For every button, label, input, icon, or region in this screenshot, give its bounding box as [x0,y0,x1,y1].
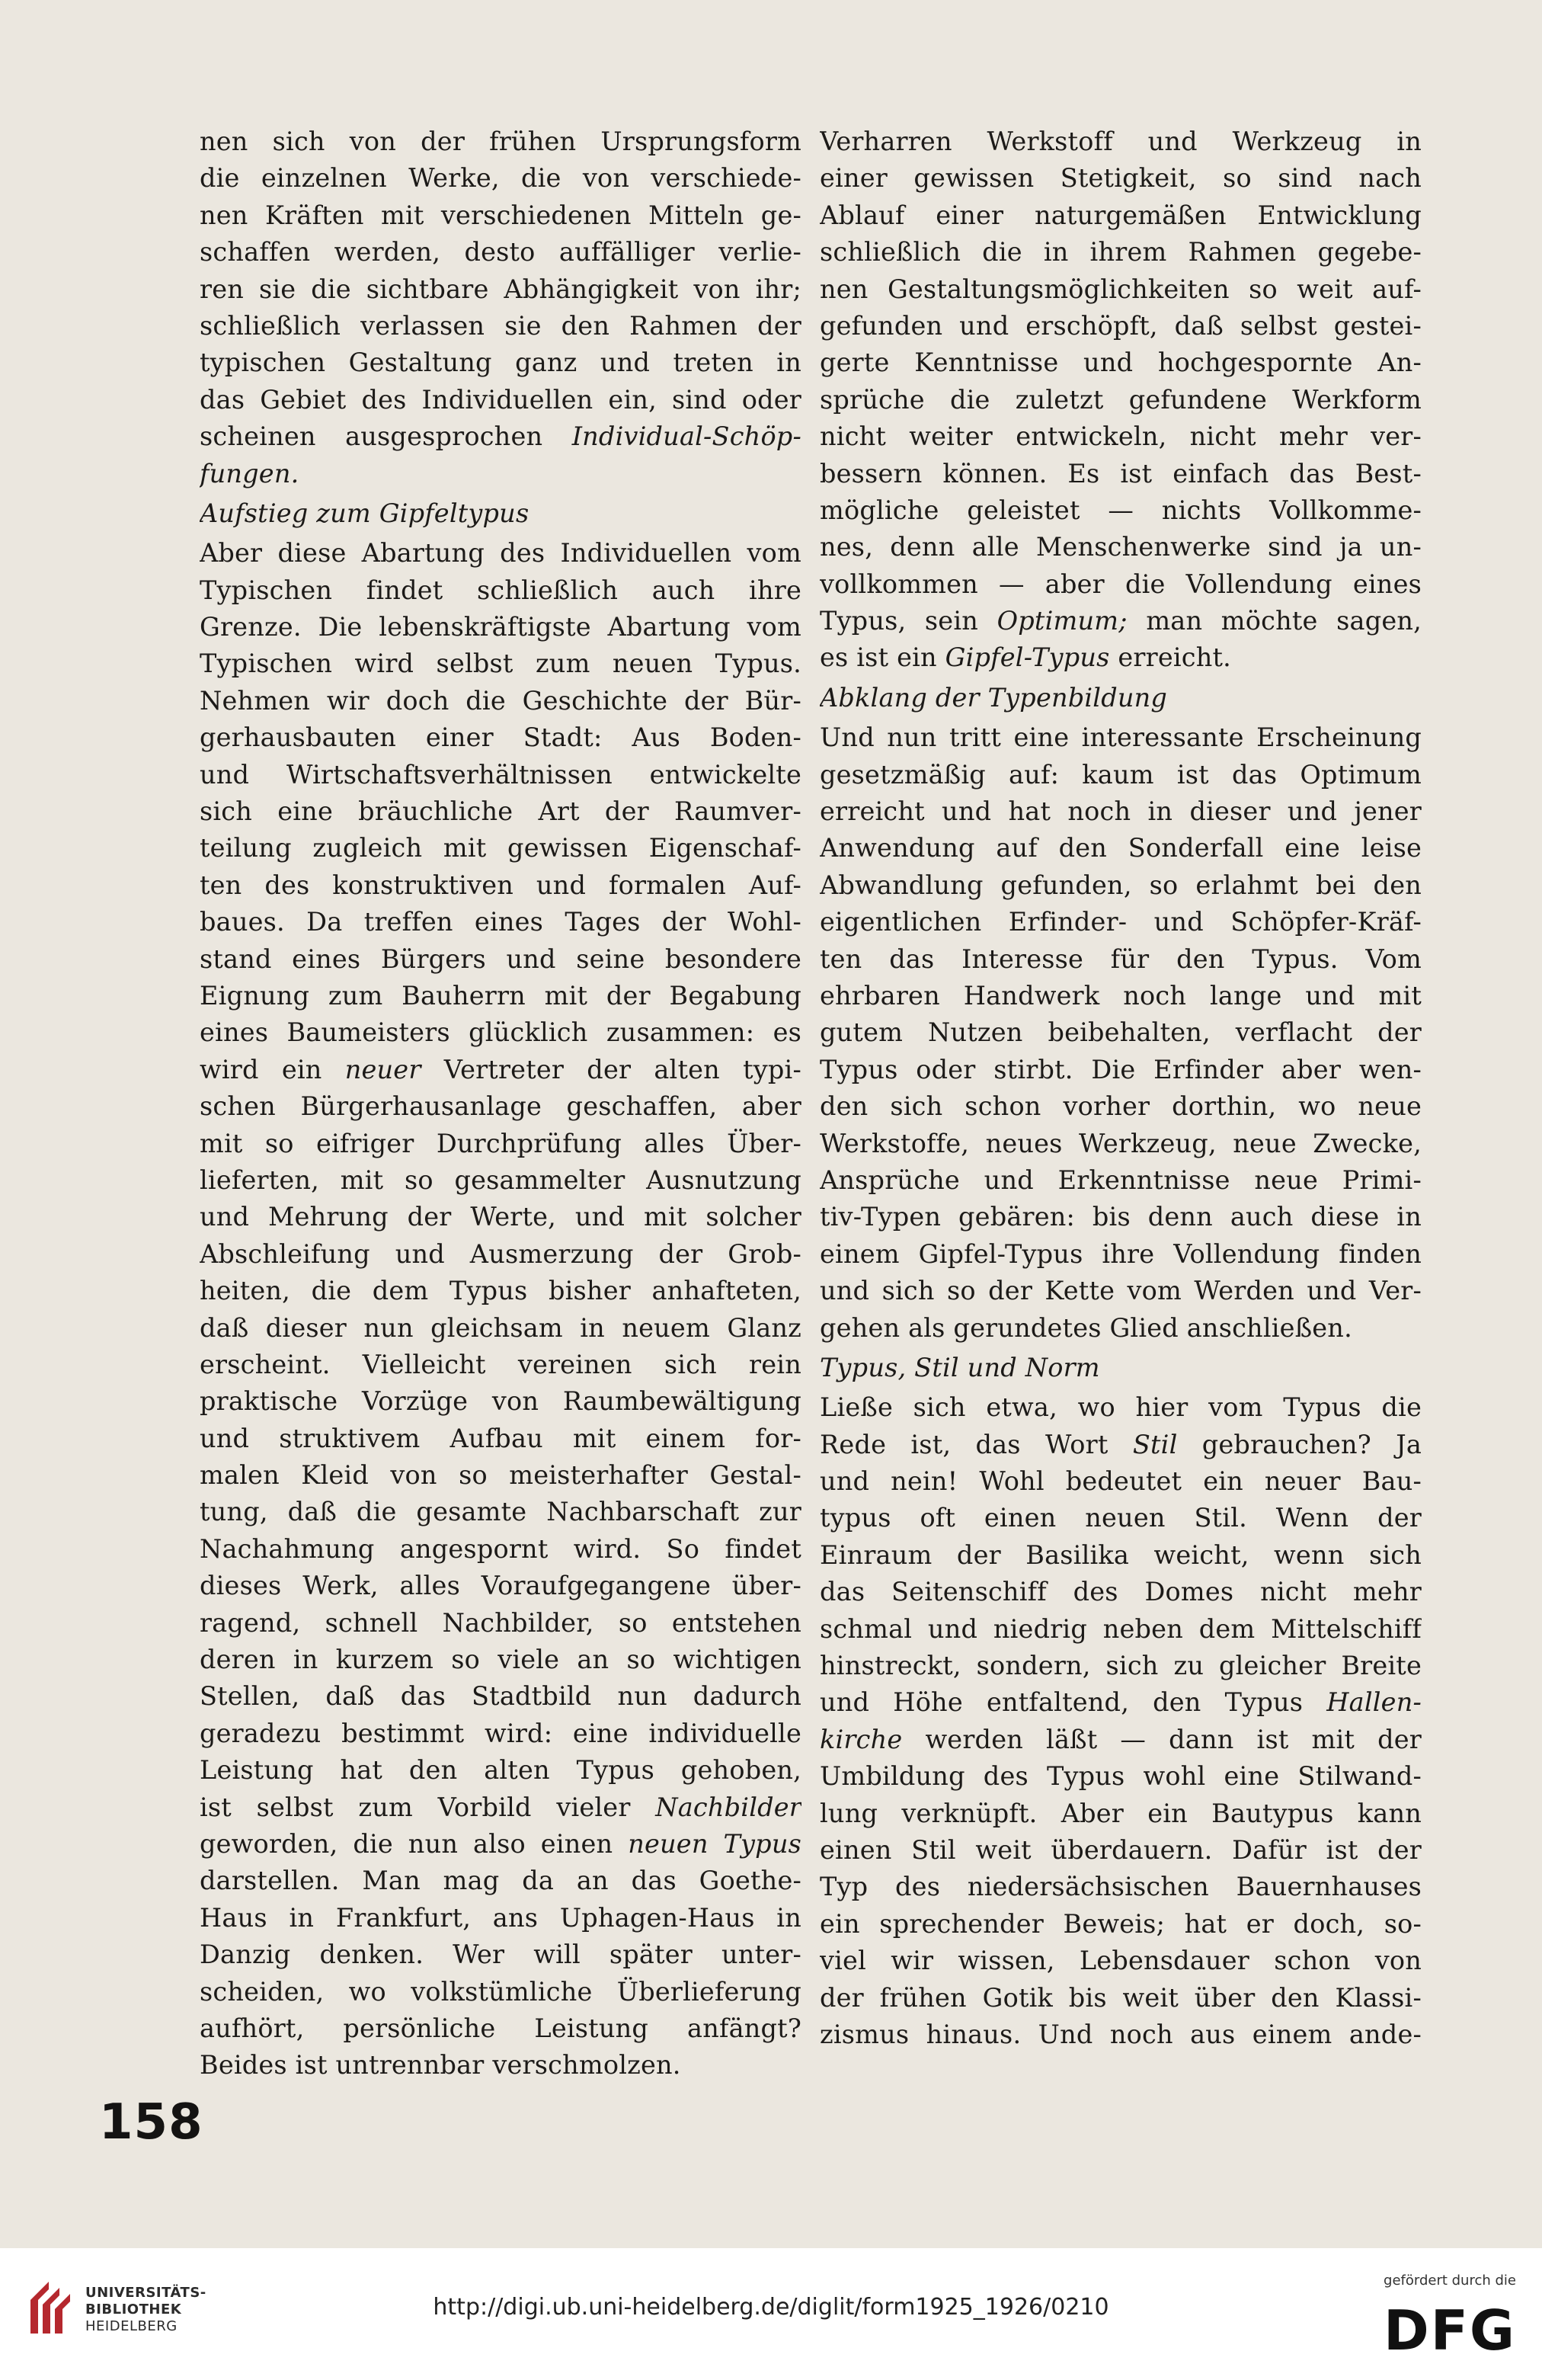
text-line: gefunden und erschöpft, daß selbst gestei- [820,310,1422,341]
text-line: typischen Gestaltung ganz und treten in [200,348,801,378]
text-line: Ablauf einer naturgemäßen Entwicklung [820,200,1422,230]
text-line: der frühen Gotik bis weit über den Klassi- [820,1982,1422,2013]
sponsor-note: gefördert durch die [1384,2273,1516,2289]
right-text-column [820,123,1422,2053]
text-line: Typ des niedersächsischen Bauernhauses [820,1872,1422,1902]
page-number: 158 [99,2094,203,2151]
text-line: tiv-Typen gebären: bis denn auch diese in [820,1202,1422,1232]
text-line: einem Gipfel-Typus ihre Vollendung finden [820,1238,1422,1269]
section-heading: Abklang der Typenbildung [820,682,1168,713]
text-line: schen Bürgerhausanlage geschaffen, aber [200,1091,801,1122]
text-line: lung verknüpft. Aber ein Bautypus kann [820,1798,1422,1828]
text-line: daß dieser nun gleichsam in neuem Glanz [200,1312,801,1343]
text-line: fungen. [200,458,299,488]
text-line: gutem Nutzen beibehalten, verflacht der [820,1017,1422,1048]
text-line: Eignung zum Bauherrn mit der Begabung [200,980,801,1011]
text-line: dieses Werk, alles Voraufgegangene über- [200,1571,801,1601]
text-line: scheinen ausgesprochen Individual-Schöp- [200,421,801,452]
text-line: gehen als gerundetes Glied anschließen. [820,1312,1352,1343]
text-line: einen Stil weit überdauern. Dafür ist der [820,1834,1422,1865]
text-line: Und nun tritt eine interessante Erscheinung [820,722,1422,753]
digitization-footer [0,2248,1542,2380]
text-line: das Seitenschiff des Domes nicht mehr [820,1577,1422,1607]
text-line: Werkstoffe, neues Werkzeug, neue Zwecke, [820,1128,1422,1158]
text-line: nen sich von der frühen Ursprungsform [200,127,801,156]
text-line: und struktivem Aufbau mit einem for- [200,1423,801,1453]
text-line: die einzelnen Werke, die von verschiede- [200,163,801,194]
text-line: ragend, schnell Nachbilder, so entstehen [200,1607,801,1638]
text-line: Nehmen wir doch die Geschichte der Bür- [200,685,801,716]
text-line: erscheint. Vielleicht vereinen sich rein [200,1349,801,1379]
text-line: schaffen werden, desto auffälliger verlie- [200,237,801,267]
text-line: Abwandlung gefunden, so erlahmt bei den [820,870,1422,900]
text-line: Danzig denken. Wer will später unter- [200,1940,801,1970]
text-line: lieferten, mit so gesammelter Ausnutzung [200,1164,801,1195]
text-line: baues. Da treffen eines Tages der Wohl- [200,907,801,937]
text-line: ten des konstruktiven und formalen Auf- [200,870,801,900]
text-line: Rede ist, das Wort Stil gebrauchen? Ja [820,1429,1422,1459]
text-line: Umbildung des Typus wohl eine Stilwand- [820,1761,1422,1792]
text-line: den sich schon vorher dorthin, wo neue [820,1091,1422,1122]
text-line: Nachahmung angespornt wird. So findet [200,1533,801,1564]
text-line: Typus oder stirbt. Die Erfinder aber wen- [820,1054,1422,1084]
text-line: geworden, die nun also einen neuen Typus [200,1828,801,1859]
text-line: deren in kurzem so viele an so wichtigen [200,1645,801,1675]
text-line: schließlich verlassen sie den Rahmen der [200,310,801,341]
text-line: nen Kräften mit verschiedenen Mitteln ge- [200,200,801,230]
section-heading: Typus, Stil und Norm [820,1352,1100,1382]
text-line: zismus hinaus. Und noch aus einem ande- [820,2019,1422,2049]
text-line: sich eine bräuchliche Art der Raumver- [200,796,801,827]
text-line: heiten, die dem Typus bisher anhafteten, [200,1276,801,1306]
text-line: erreicht und hat noch in dieser und jener [820,796,1422,827]
text-line: und nein! Wohl bedeutet ein neuer Bau- [820,1466,1422,1497]
text-line: ist selbst zum Vorbild vieler Nachbilder [200,1792,801,1822]
text-line: bessern können. Es ist einfach das Best- [820,458,1422,488]
text-line: kirche werden läßt — dann ist mit der [820,1724,1422,1754]
text-line: Einraum der Basilika weicht, wenn sich [820,1539,1422,1570]
text-line: Anwendung auf den Sonderfall eine leise [820,833,1422,863]
text-line: Grenze. Die lebenskräftigste Abartung vom [200,612,801,642]
permalink-url[interactable]: http://digi.ub.uni-heidelberg.de/diglit/form1925_1926/0210 [433,2294,1109,2321]
text-line: Haus in Frankfurt, ans Uphagen-Haus in [200,1902,801,1933]
text-line: Ließe sich etwa, wo hier vom Typus die [820,1392,1422,1423]
text-line: schmal und niedrig neben dem Mittelschiff [820,1613,1422,1644]
text-line: scheiden, wo volkstümliche Überlieferung [200,1976,801,2007]
text-line: darstellen. Man mag da an das Goethe- [200,1866,801,1896]
text-line: nen Gestaltungsmöglichkeiten so weit auf- [820,274,1422,304]
text-line: hinstreckt, sondern, sich zu gleicher Breite [820,1651,1422,1681]
text-line: nicht weiter entwickeln, nicht mehr ver- [820,421,1422,452]
text-line: tung, daß die gesamte Nachbarschaft zur [200,1497,801,1527]
text-line: Typischen findet schließlich auch ihre [200,575,801,605]
text-line: praktische Vorzüge von Raumbewältigung [200,1386,801,1417]
text-line: viel wir wissen, Lebensdauer schon von [820,1946,1422,1976]
text-line: gerte Kenntnisse und hochgespornte An- [820,348,1422,378]
text-line: eines Baumeisters glücklich zusammen: es [200,1017,801,1048]
text-line: stand eines Bürgers und seine besondere [200,943,801,974]
text-line: gerhausbauten einer Stadt: Aus Boden- [200,722,801,753]
text-line: es ist ein Gipfel-Typus erreicht. [820,642,1232,673]
text-line: teilung zugleich mit gewissen Eigenschaf- [200,833,801,863]
text-line: eigentlichen Erfinder- und Schöpfer-Kräf- [820,907,1422,937]
text-line: und Höhe entfaltend, den Typus Hallen- [820,1687,1422,1718]
text-line: Stellen, daß das Stadtbild nun dadurch [200,1681,801,1712]
text-line: geradezu bestimmt wird: eine individuelle [200,1718,801,1748]
library-name: UNIVERSITÄTS- BIBLIOTHEK HEIDELBERG [85,2285,206,2334]
text-line: Aber diese Abartung des Individuellen vom [200,538,801,569]
text-line: und sich so der Kette vom Werden und Ver- [820,1276,1422,1306]
text-line: Typus, sein Optimum; man möchte sagen, [820,606,1422,636]
text-line: Ansprüche und Erkenntnisse neue Primi- [820,1164,1422,1195]
text-line: Abschleifung und Ausmerzung der Grob- [200,1238,801,1269]
dfg-logo: DFG [1383,2298,1516,2362]
text-line: schließlich die in ihrem Rahmen gegebe- [820,237,1422,267]
text-line: mit so eifriger Durchprüfung alles Über- [200,1128,801,1158]
text-line: sprüche die zuletzt gefundene Werkform [820,384,1422,415]
text-line: ein sprechender Beweis; hat er doch, so- [820,1908,1422,1939]
text-line: wird ein neuer Vertreter der alten typi- [200,1054,801,1084]
text-line: vollkommen — aber die Vollendung eines [820,569,1422,599]
text-line: ehrbaren Handwerk noch lange und mit [820,980,1422,1011]
text-line: typus oft einen neuen Stil. Wenn der [820,1503,1422,1533]
text-line: gesetzmäßig auf: kaum ist das Optimum [820,759,1422,790]
left-text-column [200,123,801,2084]
text-line: Typischen wird selbst zum neuen Typus. [200,649,801,679]
text-line: ren sie die sichtbare Abhängigkeit von ihr; [200,274,801,304]
text-line: einer gewissen Stetigkeit, so sind nach [820,163,1422,194]
text-line: nes, denn alle Menschenwerke sind ja un- [820,532,1422,562]
section-heading: Aufstieg zum Gipfeltypus [200,498,529,528]
text-line: malen Kleid von so meisterhafter Gestal- [200,1460,801,1491]
text-line: und Wirtschaftsverhältnissen entwickelte [200,759,801,790]
text-line: aufhört, persönliche Leistung anfängt? [200,2013,801,2043]
text-line: das Gebiet des Individuellen ein, sind oder [200,384,801,415]
text-line: und Mehrung der Werte, und mit solcher [200,1202,801,1232]
text-line: Verharren Werkstoff und Werkzeug in [820,127,1422,156]
text-line: Leistung hat den alten Typus gehoben, [200,1755,801,1786]
text-line: ten das Interesse für den Typus. Vom [820,943,1422,974]
text-line: Beides ist untrennbar verschmolzen. [200,2050,681,2080]
text-line: mögliche geleistet — nichts Vollkomme- [820,495,1422,525]
